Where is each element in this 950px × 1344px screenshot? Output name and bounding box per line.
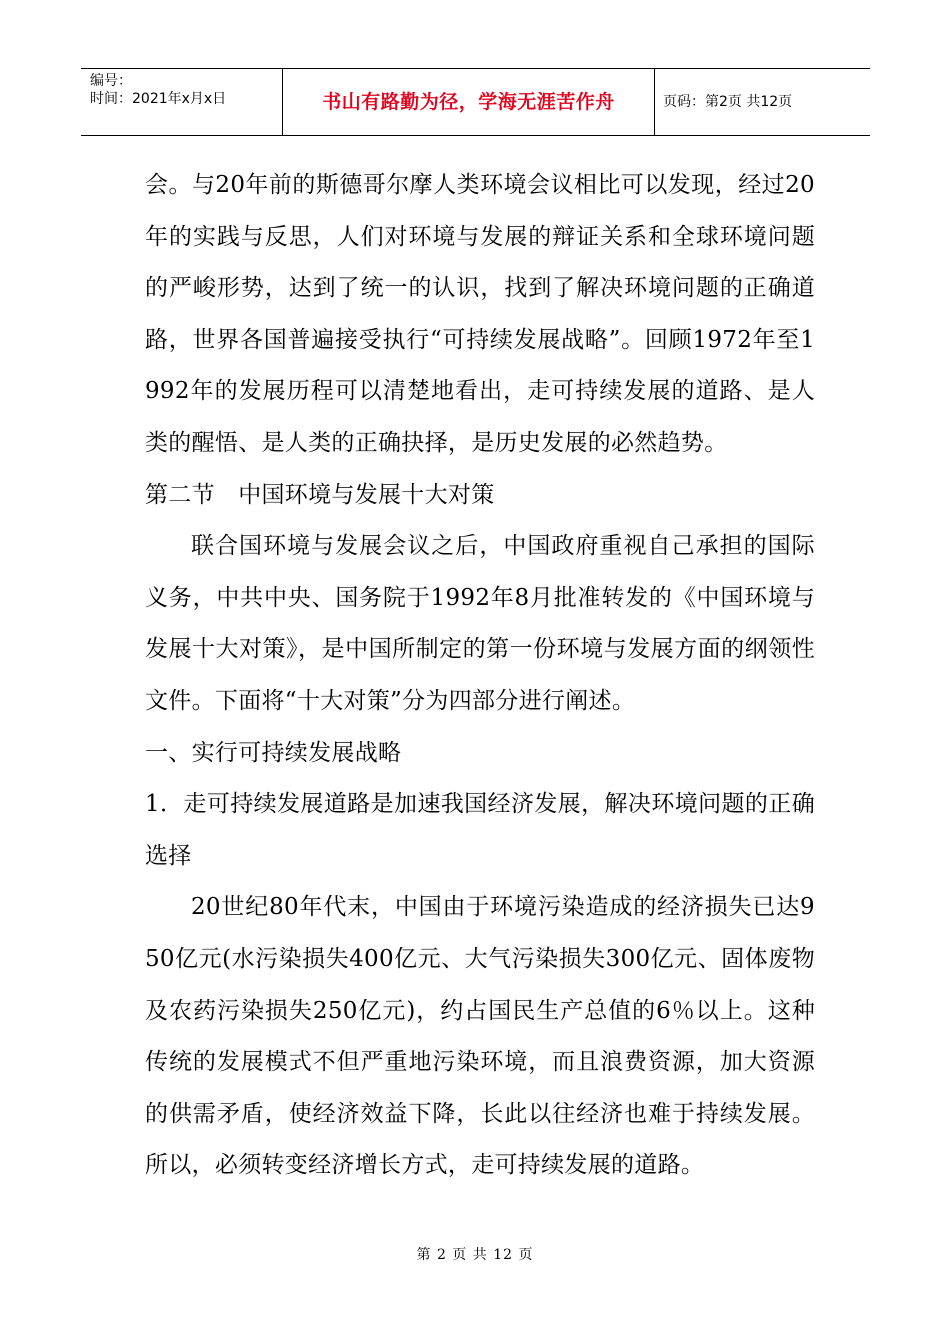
page-footer: 第 2 页 共 12 页 — [416, 1247, 534, 1263]
subsection-heading: 一、实行可持续发展战略 — [145, 739, 402, 766]
document-body — [145, 160, 815, 1192]
document-number-label: 编号： — [90, 73, 132, 89]
page-header — [81, 68, 870, 136]
document-date: 时间：2021年x月x日 — [90, 91, 227, 107]
numbered-heading: 1．走可持续发展道路是加速我国经济发展，解决环境问题的正确选择 — [145, 791, 815, 869]
header-meta-cell — [81, 69, 283, 135]
section-heading: 第二节 中国环境与发展十大对策 — [145, 481, 495, 508]
header-page-info: 页码：第2页 共12页 — [663, 94, 793, 110]
body-paragraph: 联合国环境与发展会议之后，中国政府重视自己承担的国际义务，中共中央、国务院于1992年8月批准转发的《中国环境与发展十大对策》，是中国所制定的第一份环境与发展方面的纲领性文件。下面将“十大对策”分为四部分进行阐述。 — [145, 533, 815, 714]
body-paragraph: 20世纪80年代末，中国由于环境污染造成的经济损失已达950亿元(水污染损失400亿元、大气污染损失300亿元、固体废物及农药污染损失250亿元)，约占国民生产总值的6％以上。这种传统的发展模式不但严重地污染环境，而且浪费资源，加大资源的供需矛盾，使经济效益下降，长此以往经济也难于持续发展。所以，必须转变经济增长方式，走可持续发展的道路。 — [145, 894, 815, 1179]
body-paragraph: 会。与20年前的斯德哥尔摩人类环境会议相比可以发现，经过20年的实践与反思，人们对环境与发展的辩证关系和全球环境问题的严峻形势，达到了统一的认识，找到了解决环境问题的正确道路，世界各国普遍接受执行“可持续发展战略”。回顾1972年至1992年的发展历程可以清楚地看出，走可持续发展的道路、是人类的醒悟、是人类的正确抉择，是历史发展的必然趋势。 — [145, 172, 815, 456]
header-motto: 书山有路勤为径，学海无涯苦作舟 — [283, 69, 655, 135]
